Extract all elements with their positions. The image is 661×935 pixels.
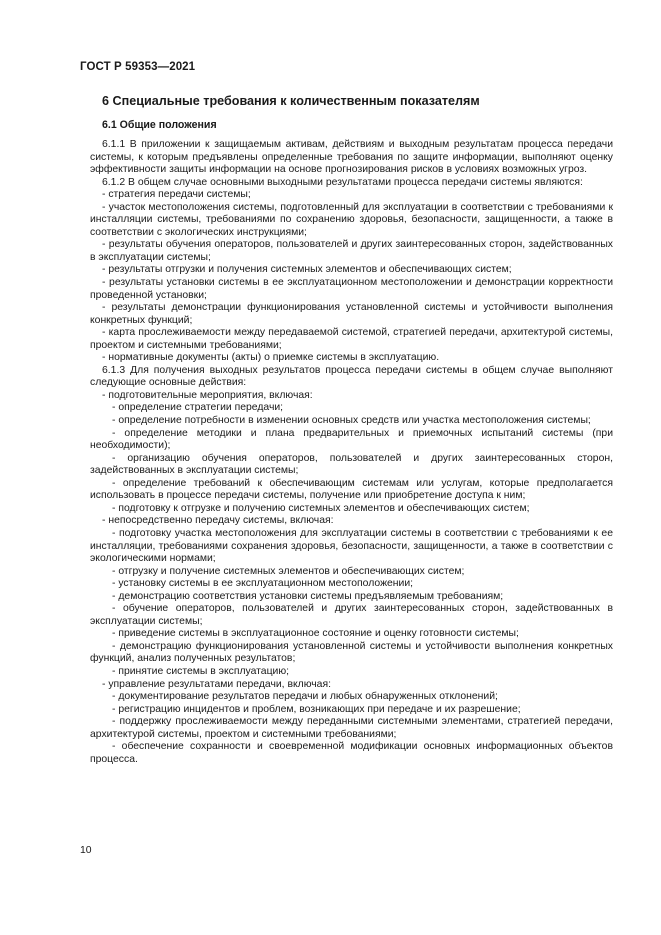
sub-list-item: - определение методики и плана предварительных и приемочных испытаний системы (при необходимости); (90, 427, 613, 452)
sub-list-item: - приведение системы в эксплуатационное состояние и оценку готовности системы; (112, 628, 519, 640)
list-item: - результаты отгрузки и получения системных элементов и обеспечивающих систем; (102, 264, 512, 276)
sub-list-item: - определение стратегии передачи; (112, 402, 284, 414)
list-item: - результаты установки системы в ее эксплуатационном местоположении и демонстрации корректности проведенной установки; (90, 277, 613, 301)
paragraph: 6.1.1 В приложении к защищаемым активам, действиям и выходным результатам процесса передачи системы, к которым предъявлены определенные требования по защите информации, выполняют оценку эффективности защиты информации на основе прогнозирования рисков в условиях возможных угроз. (90, 139, 613, 176)
list-item: - участок местоположения системы, подготовленный для эксплуатации в соответствии с требованиями к инсталляции системы, требованиями по сохранению здоровья, безопасности, защищенности, а также в соответствии с экологических инструкциями; (90, 201, 613, 238)
list-item: - результаты демонстрации функционирования установленной системы и устойчивости выполнения конкретных функций; (90, 302, 613, 326)
sub-list-item: - определение потребности в изменении основных средств или участка местоположения системы; (112, 415, 591, 427)
sub-list-item: - демонстрацию соответствия установки системы предъявляемым требованиям; (112, 590, 504, 602)
sub-list-item: - документирование результатов передачи и любых обнаруженных отклонений; (112, 691, 498, 703)
list-item: - непосредственно передачу системы, включая: (102, 515, 334, 527)
sub-list-item: - обеспечение сохранности и своевременной модификации основных информационных объектов процесса. (90, 741, 613, 765)
list-item: - результаты обучения операторов, пользователей и других заинтересованных сторон, задействованных в эксплуатации системы; (90, 239, 613, 263)
sub-list-item: - отгрузку и получение системных элементов и обеспечивающих систем; (112, 565, 465, 577)
sub-list-item: - поддержку прослеживаемости между переданными системными элементами, стратегией передачи, архитектурой системы, проектом и системными требованиями; (90, 716, 613, 740)
paragraph: 6.1.2 В общем случае основными выходными результатами процесса передачи системы являются: (102, 176, 583, 188)
page-number: 10 (80, 845, 92, 856)
sub-list-item: - регистрацию инцидентов и проблем, возникающих при передаче и их разрешение; (112, 703, 521, 715)
sub-list-item: - демонстрацию функционирования установленной системы и устойчивости выполнения конкретных функций, анализ полученных результатов; (90, 640, 613, 665)
standard-code: ГОСТ Р 59353—2021 (80, 61, 196, 73)
list-item: - подготовительные мероприятия, включая: (102, 389, 313, 401)
sub-list-item: - обучение операторов, пользователей и других заинтересованных сторон, задействованных в эксплуатации системы; (90, 603, 613, 627)
sub-list-item: - принятие системы в эксплуатацию; (112, 665, 290, 677)
sub-list-item: - подготовку к отгрузке и получению системных элементов и обеспечивающих систем; (112, 502, 530, 514)
sub-list-item: - подготовку участка местоположения для эксплуатации системы в соответствии с требованиями к ее инсталляции, требованиями сохранения здоровья, безопасности, защищенности, а также в соответствии с экологическими нормами; (90, 527, 613, 565)
list-item: - карта прослеживаемости между передаваемой системой, стратегией передачи, архитектурой системы, проектом и системными требованиями; (90, 327, 613, 351)
list-item: - управление результатами передачи, включая: (102, 678, 331, 690)
paragraph: 6.1.3 Для получения выходных результатов процесса передачи системы в общем случае выполняют следующие основные действия: (90, 364, 613, 389)
page-body (90, 94, 613, 766)
sub-list-item: - организацию обучения операторов, пользователей и других заинтересованных сторон, задействованных в эксплуатации системы; (90, 452, 613, 477)
subsection-title: 6.1 Общие положения (102, 119, 217, 131)
section-title: 6 Специальные требования к количественным показателям (102, 94, 480, 108)
list-item: - стратегия передачи системы; (102, 189, 251, 201)
list-item: - нормативные документы (акты) о приемке системы в эксплуатацию. (102, 352, 440, 364)
sub-list-item: - определение требований к обеспечивающим системам или услугам, которые предполагается использовать в процессе передачи системы, получение или приобретение доступа к ним; (90, 477, 613, 502)
sub-list-item: - установку системы в ее эксплуатационном местоположении; (112, 578, 414, 590)
